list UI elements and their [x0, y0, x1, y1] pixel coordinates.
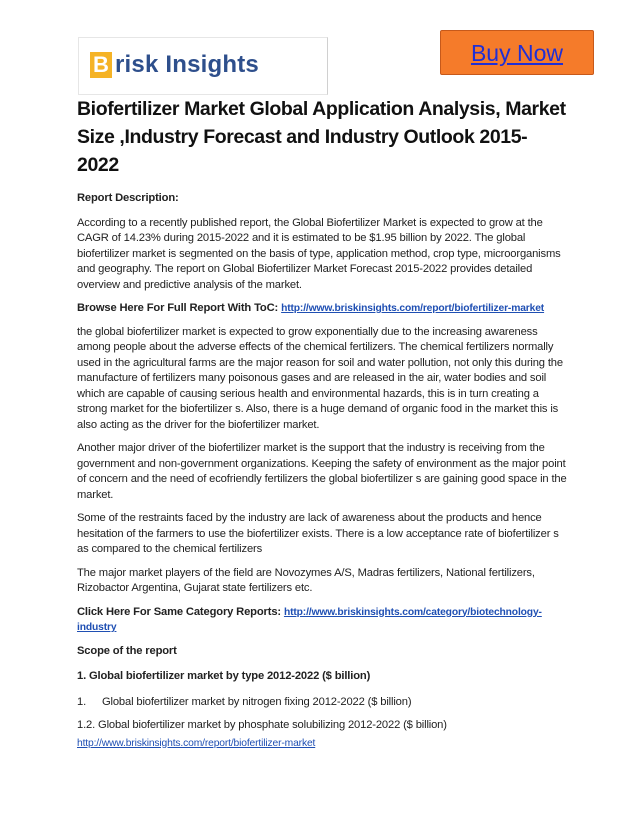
report-title: Biofertilizer Market Global Application Analysis, Market Size ,Industry Forecast and Industry Outlook 2015-2022 — [77, 98, 566, 176]
buy-now-label[interactable]: Buy Now — [470, 40, 564, 66]
full-report-link[interactable]: http://www.briskinsights.com/report/biofertilizer-market — [281, 303, 545, 314]
logo-b-mark: B — [90, 52, 112, 78]
scope-heading: 1. Global biofertilizer market by type 2012-2022 ($ billion) — [77, 670, 371, 682]
paragraph-market-players: The major market players of the field are Novozymes A/S, Madras fertilizers, National fertilizers, Rizobactor Argentina, Gujarat state fertilizers etc. — [77, 566, 535, 594]
footer-report-link[interactable]: http://www.briskinsights.com/report/biofertilizer-market — [77, 737, 316, 749]
scope-item-text: Global biofertilizer market by nitrogen fixing 2012-2022 ($ billion) — [101, 695, 412, 708]
paragraph-restraints: Some of the restraints faced by the industry are lack of awareness about the products and hence hesitation of the farmers to use the biofertilizer exists. There is a low acceptance rate of biofertilizer s as compared to the chemical fertilizers — [77, 512, 559, 555]
category-label: Click Here For Same Category Reports: — [77, 605, 281, 618]
report-content — [77, 95, 569, 751]
scope-item-nitrogen — [77, 695, 569, 711]
paragraph-market-growth: the global biofertilizer market is expected to grow exponentially due to the increasing awareness among people about the adverse effects of the chemical fertilizers. The chemical fertilizers normally used in the agricultural farms are the major reason for soil and water pollution, not only this during the manufacture of fertilizers many poisonous gases and are released in the air, water bodies and soil which are capable of causing serious health and environmental hazards, this is in turn creating a strong market for the biofertilizer s. Also, there is a huge demand of organic food in the market this is also acting as the driver for the biofertilizer market. — [77, 325, 563, 431]
brisk-insights-logo — [78, 37, 328, 95]
buy-now-button[interactable] — [440, 30, 594, 75]
browse-full-report-line — [77, 301, 569, 317]
paragraph-drivers: Another major driver of the biofertilizer market is the support that the industry is receiving from the government and non-government organizations. Keeping the safety of environment as the major point of concern and the need of ecofriendly fertilizers the global biofertilizer s are gaining good space in the market. — [77, 442, 567, 501]
browse-label: Browse Here For Full Report With ToC: — [77, 302, 279, 314]
scope-item-phosphate: 1.2. Global biofertilizer market by phosphate solubilizing 2012-2022 ($ billion) — [77, 719, 447, 731]
paragraph-overview: According to a recently published report, the Global Biofertilizer Market is expected to grow at the CAGR of 14.23% during 2015-2022 and it is estimated to be $1.95 billion by 2022. The global biofertilizer market is segmented on the basis of type, application method, crop type, microorganisms and geography. The report on Global Biofertilizer Market Forecast 2015-2022 provides detailed overview and predictive analysis of the market. — [77, 216, 561, 291]
scope-label: Scope of the report — [77, 644, 177, 657]
category-reports-line — [77, 605, 569, 636]
report-description-label: Report Description: — [77, 192, 179, 204]
category-reports-link[interactable]: http://www.briskinsights.com/category/biotechnology-industry — [77, 606, 542, 633]
scope-item-number: 1. — [77, 695, 87, 708]
logo-wordmark: risk Insights — [115, 51, 259, 78]
footer-link-line — [77, 736, 569, 752]
